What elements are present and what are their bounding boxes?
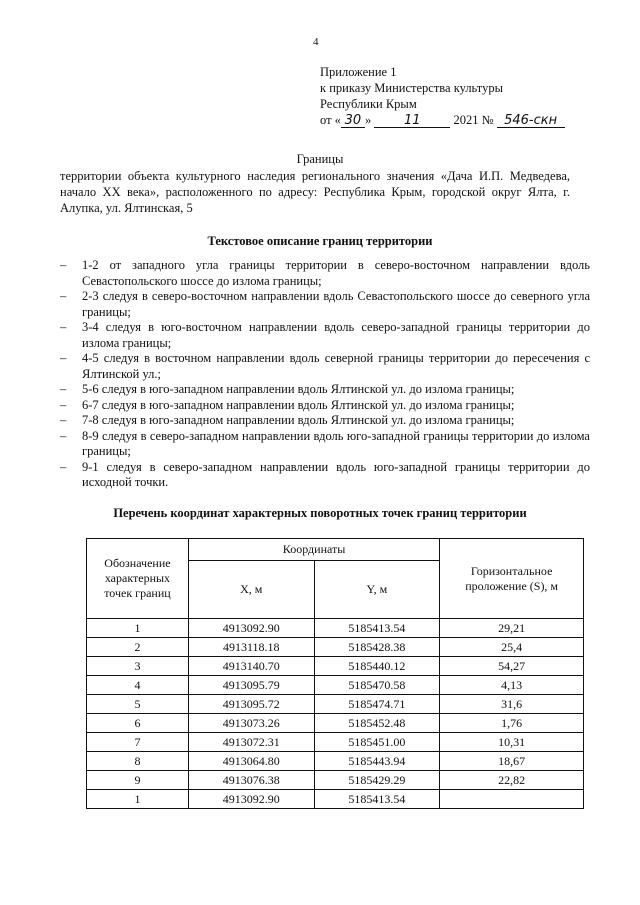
date-prefix: от «	[320, 113, 341, 127]
appendix-date-line	[320, 112, 565, 128]
header-point: Обозначение характерных точек границ	[87, 539, 189, 619]
table-row: 9 4913076.38 5185429.29 22,82	[87, 771, 584, 790]
appendix-block	[320, 64, 565, 128]
table-row: 4 4913095.79 5185470.58 4,13	[87, 676, 584, 695]
handwritten-day: 30	[341, 114, 365, 128]
section-title: Текстовое описание границ территории	[207, 234, 433, 248]
table-row: 5 4913095.72 5185474.71 31,6	[87, 695, 584, 714]
list-item: – 2-3 следуя в северо-восточном направлении вдоль Севастопольского шоссе до северного угла границы;	[60, 289, 590, 319]
list-item: – 7-8 следуя в юго-западном направлении вдоль Ялтинской ул. до излома границы;	[60, 413, 515, 427]
table-row: 7 4913072.31 5185451.00 10,31	[87, 733, 584, 752]
list-item: – 9-1 следуя в северо-западном направлении вдоль юго-западной границы территории до исходной точки.	[60, 459, 590, 489]
handwritten-order-number: 546-скн	[497, 114, 565, 128]
boundary-list	[60, 258, 590, 491]
document-title: Границы	[296, 152, 344, 166]
list-item: – 8-9 следуя в северо-западном направлении вдоль юго-западной границы территории до излома границы;	[60, 428, 590, 458]
list-item: – 6-7 следуя в юго-западном направлении вдоль Ялтинской ул. до излома границы;	[60, 397, 515, 412]
header-horizontal-distance: Горизонтальное проложение (S), м	[440, 539, 584, 619]
year-text: 2021 №	[453, 113, 494, 127]
header-y: Y, м	[314, 561, 440, 619]
header-coordinates: Координаты	[188, 539, 439, 561]
page-number: 4	[313, 36, 319, 48]
handwritten-month: 11	[374, 114, 450, 128]
intro-paragraph: территории объекта культурного наследия регионального значения «Дача И.П. Медведева, начало XX века», расположенного по адресу: Республика Крым, городской округ Ялта, г. Алупка, ул. Ялтинская, 5	[60, 169, 570, 215]
table-row: 1 4913092.90 5185413.54	[87, 790, 584, 809]
table-row: 3 4913140.70 5185440.12 54,27	[87, 657, 584, 676]
table-title: Перечень координат характерных поворотных точек границ территории	[113, 506, 527, 520]
list-item: – 5-6 следуя в юго-западном направлении вдоль Ялтинской ул. до излома границы;	[60, 382, 515, 396]
appendix-line-1: Приложение 1	[320, 65, 397, 79]
list-item: – 3-4 следуя в юго-восточном направлении вдоль северо-западной границы территории до излома границы;	[60, 320, 590, 350]
table-row: 8 4913064.80 5185443.94 18,67	[87, 752, 584, 771]
list-item: – 4-5 следуя в восточном направлении вдоль северной границы территории до пересечения с Ялтинской ул.;	[60, 351, 590, 381]
list-item: – 1-2 от западного угла границы территории в северо-восточном направлении вдоль Севастопольского шоссе до излома границы;	[60, 258, 590, 288]
table-row: 2 4913118.18 5185428.38 25,4	[87, 638, 584, 657]
appendix-line-3: Республики Крым	[320, 97, 417, 111]
coordinates-table	[86, 538, 584, 809]
appendix-line-2: к приказу Министерства культуры	[320, 81, 503, 95]
table-row: 1 4913092.90 5185413.54 29,21	[87, 619, 584, 638]
table-row: 6 4913073.26 5185452.48 1,76	[87, 714, 584, 733]
header-x: X, м	[188, 561, 314, 619]
date-mid: »	[364, 113, 372, 127]
